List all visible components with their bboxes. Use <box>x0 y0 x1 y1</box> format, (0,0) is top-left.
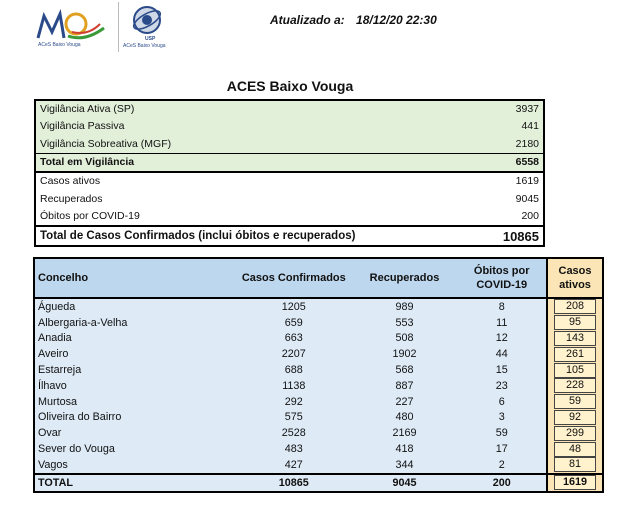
summary-label: Óbitos por COVID-19 <box>40 209 140 222</box>
county-table-body <box>34 298 603 492</box>
summary-label: Vigilância Ativa (SP) <box>35 100 482 118</box>
active-cases <box>547 346 603 362</box>
recovered: 418 <box>352 441 458 457</box>
concelho-name: Sever do Vouga <box>34 441 236 457</box>
total-active-cases-value: 1619 <box>554 475 596 490</box>
active-cases <box>547 425 603 441</box>
table-row <box>35 226 544 246</box>
table-row <box>34 394 603 410</box>
active-cases <box>547 441 603 457</box>
updated-value: 18/12/20 22:30 <box>356 13 437 27</box>
active-cases-value: 81 <box>554 457 596 472</box>
deaths: 15 <box>457 362 547 378</box>
column-header: Casos ativos <box>547 258 603 298</box>
total-confirmed-cases: 10865 <box>236 474 352 492</box>
table-row <box>34 425 603 441</box>
page-title: ACES Baixo Vouga <box>226 78 354 94</box>
summary-value: 1619 <box>515 175 539 188</box>
active-cases-value: 105 <box>554 363 596 378</box>
table-row <box>35 153 544 172</box>
confirmed-cases: 1138 <box>236 378 352 394</box>
recovered: 508 <box>352 331 458 347</box>
summary-value: 441 <box>482 118 544 135</box>
active-cases <box>547 394 603 410</box>
concelho-name: Águeda <box>34 298 236 315</box>
concelho-name: Aveiro <box>34 346 236 362</box>
concelho-name: Estarreja <box>34 362 236 378</box>
usp-logo-text: ACeS Baixo Vouga <box>123 43 166 49</box>
updated-label: Atualizado a: <box>270 13 345 27</box>
confirmed-cases: 427 <box>236 457 352 474</box>
table-row <box>34 441 603 457</box>
table-row <box>34 331 603 347</box>
table-row <box>34 457 603 474</box>
deaths: 2 <box>457 457 547 474</box>
table-row <box>35 136 544 154</box>
summary-value: 9045 <box>515 192 539 205</box>
table-header-row <box>34 258 603 298</box>
recovered: 568 <box>352 362 458 378</box>
total-deaths: 200 <box>457 474 547 492</box>
recovered: 1902 <box>352 346 458 362</box>
summary-value: 2180 <box>482 136 544 154</box>
column-header: Recuperados <box>352 258 458 298</box>
confirmed-cases: 575 <box>236 410 352 426</box>
active-cases-value: 95 <box>554 315 596 330</box>
deaths: 44 <box>457 346 547 362</box>
confirmed-cases: 292 <box>236 394 352 410</box>
concelho-name: Anadia <box>34 331 236 347</box>
concelho-name: Murtosa <box>34 394 236 410</box>
total-row <box>34 474 603 492</box>
table-row <box>34 410 603 426</box>
aces-logo <box>30 2 110 52</box>
concelho-name: Albergaria-a-Velha <box>34 315 236 331</box>
deaths: 17 <box>457 441 547 457</box>
county-table <box>33 257 604 493</box>
total-recovered: 9045 <box>352 474 458 492</box>
active-cases <box>547 410 603 426</box>
active-cases-value: 143 <box>554 331 596 346</box>
confirmed-cases: 688 <box>236 362 352 378</box>
active-cases-value: 261 <box>554 347 596 362</box>
recovered: 887 <box>352 378 458 394</box>
table-row <box>35 190 544 207</box>
usp-logo-abbr: USP <box>145 36 156 42</box>
table-row <box>34 315 603 331</box>
active-cases <box>547 298 603 315</box>
table-row <box>35 100 544 118</box>
confirmed-cases: 1205 <box>236 298 352 315</box>
summary-label: Recuperados <box>40 192 103 205</box>
column-header: Casos Confirmados <box>236 258 352 298</box>
summary-label: Total de Casos Confirmados (inclui óbitos e recuperados) <box>35 226 482 246</box>
recovered: 227 <box>352 394 458 410</box>
table-row <box>34 298 603 315</box>
concelho-name: Oliveira do Bairro <box>34 410 236 426</box>
table-row <box>35 172 544 190</box>
deaths: 6 <box>457 394 547 410</box>
column-header: Concelho <box>34 258 236 298</box>
aces-logo-text: ACeS Baixo Vouga <box>38 42 81 48</box>
active-cases <box>547 362 603 378</box>
table-row <box>34 346 603 362</box>
summary-label: Total em Vigilância <box>35 153 482 172</box>
table-row <box>35 118 544 135</box>
deaths: 3 <box>457 410 547 426</box>
active-cases <box>547 331 603 347</box>
summary-value: 6558 <box>482 153 544 172</box>
summary-value: 200 <box>521 209 539 222</box>
active-cases-value: 299 <box>554 426 596 441</box>
summary-label: Vigilância Passiva <box>35 118 482 135</box>
confirmed-cases: 659 <box>236 315 352 331</box>
summary-value: 3937 <box>482 100 544 118</box>
total-concelho-name: TOTAL <box>34 474 236 492</box>
deaths: 8 <box>457 298 547 315</box>
recovered: 344 <box>352 457 458 474</box>
recovered: 480 <box>352 410 458 426</box>
active-cases-value: 92 <box>554 410 596 425</box>
concelho-name: Ílhavo <box>34 378 236 394</box>
active-cases-value: 208 <box>554 299 596 314</box>
table-row <box>34 362 603 378</box>
column-header: Óbitos por COVID-19 <box>457 258 547 298</box>
active-cases-value: 228 <box>554 378 596 393</box>
deaths: 11 <box>457 315 547 331</box>
summary-label: Vigilância Sobreativa (MGF) <box>35 136 482 154</box>
active-cases <box>547 378 603 394</box>
confirmed-cases: 663 <box>236 331 352 347</box>
recovered: 2169 <box>352 425 458 441</box>
updated-timestamp <box>270 13 445 27</box>
total-active-cases <box>547 474 603 492</box>
concelho-name: Ovar <box>34 425 236 441</box>
deaths: 23 <box>457 378 547 394</box>
recovered: 989 <box>352 298 458 315</box>
deaths: 59 <box>457 425 547 441</box>
confirmed-cases: 2207 <box>236 346 352 362</box>
usp-logo <box>118 2 175 52</box>
active-cases-value: 59 <box>554 394 596 409</box>
confirmed-cases: 2528 <box>236 425 352 441</box>
active-cases <box>547 457 603 474</box>
active-cases-value: 48 <box>554 442 596 457</box>
recovered: 553 <box>352 315 458 331</box>
summary-table <box>34 99 545 247</box>
summary-value: 10865 <box>482 226 544 246</box>
summary-label: Casos ativos <box>40 175 101 188</box>
deaths: 12 <box>457 331 547 347</box>
concelho-name: Vagos <box>34 457 236 474</box>
table-row <box>34 378 603 394</box>
confirmed-cases: 483 <box>236 441 352 457</box>
table-row <box>35 208 544 226</box>
active-cases <box>547 315 603 331</box>
